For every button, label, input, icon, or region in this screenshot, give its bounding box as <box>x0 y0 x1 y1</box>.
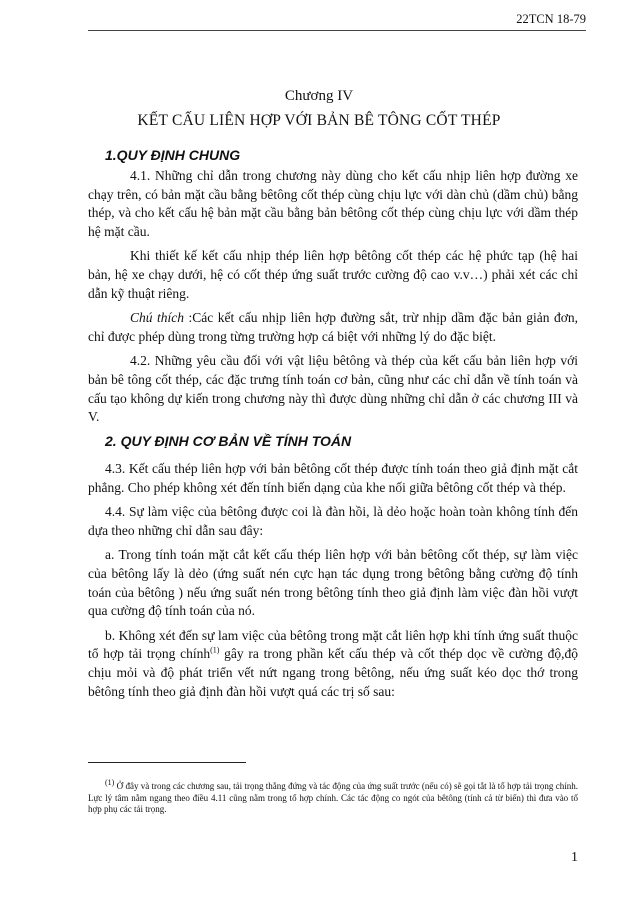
paragraph-4-1: 4.1. Những chỉ dẫn trong chương này dùng cho kết cấu nhịp liên hợp đường xe chạy trên, có bản mặt cầu bằng bêtông cốt thép cùng chịu lực với dàn chủ (dầm chủ) bằng thép, và cho kết cấu hệ bản mặt cầu bằng bản bêtông cốt thép cùng chịu lực với dầm thép hệ mặt cầu. <box>88 168 578 239</box>
footnote-mark: (1) <box>105 778 115 787</box>
paragraph-4-3: 4.3. Kết cấu thép liên hợp với bản bêtông cốt thép được tính toán theo giả định mặt cắt phẳng. Cho phép không xét đến tính biến dạng của khe nối giữa bêtông cốt thép và thép. <box>88 461 578 495</box>
note-text: :Các kết cấu nhịp liên hợp đường sắt, trừ nhịp dầm đặc bản giản đơn, chỉ được phép dùng trong từng trường hợp cá biệt với những lý do đặc biệt. <box>88 310 578 344</box>
standard-code: 22TCN 18-79 <box>516 12 586 26</box>
section-general-body <box>88 167 578 433</box>
note-paragraph <box>88 309 578 346</box>
chapter-label: Chương IV <box>284 88 354 104</box>
page-number: 1 <box>571 850 578 865</box>
footnote <box>88 778 578 816</box>
item-b-text-end: gây ra trong phần kết cấu thép và cốt thép dọc về cường độ,độ chịu mỏi và độ phát triển vết nứt ngang trong bêtông, nếu ứng suất kéo dọc thớ trong bêtông tính theo giả định đàn hồi vượt quá các trị số sau: <box>88 646 578 699</box>
footnote-divider <box>88 762 246 763</box>
paragraph-item-a: a. Trong tính toán mặt cắt kết cấu thép liên hợp với bản bêtông cốt thép, sự làm việc của bêtông lấy là dẻo (ứng suất nén cực hạn tác dụng trong bêtông bằng cường độ tính toán của bêtông ) nếu ứng suất nén trong bêtông tính theo giả định làm việc đàn hồi vượt qua cường độ tính toán của nó. <box>88 547 578 619</box>
section-heading-calculation: 2. QUY ĐỊNH CƠ BẢN VỀ TÍNH TOÁN <box>105 433 352 449</box>
page-header <box>88 10 586 31</box>
section-calculation-body <box>88 460 578 707</box>
footnote-reference[interactable]: (1) <box>210 645 220 655</box>
chapter-title: KẾT CẤU LIÊN HỢP VỚI BẢN BÊ TÔNG CỐT THÉP <box>137 112 501 129</box>
paragraph-item-b <box>88 627 578 701</box>
footnote-text: Ở đây và trong các chương sau, tải trọng thẳng đứng và tác động của ứng suất trước (nếu có) sẽ gọi tắt là tổ hợp tải trọng chính. Lực lý tâm nằm ngang theo điều 4.11 cũng nằm trong tổ hợp chính. Các tác động co ngót của bêtông (tính cả từ biến) thì đưa vào tổ hợp phụ các tải trọng. <box>88 781 578 814</box>
paragraph-complex-systems: Khi thiết kế kết cấu nhịp thép liên hợp bêtông cốt thép các hệ phức tạp (hệ hai bản, hệ xe chạy dưới, hệ có cốt thép ứng suất trước cường độ cao v.v…) phải xét các chỉ dẫn kỹ thuật riêng. <box>88 248 578 301</box>
paragraph-4-2: 4.2. Những yêu cầu đối với vật liệu bêtông và thép của kết cấu bản liên hợp với bản bê tông cốt thép, các đặc trưng tính toán cơ bản, cũng như các chỉ dẫn về tính toán và cấu tạo không dự kiến trong chương này thì được dùng những chỉ dẫn ở các chương III và V. <box>88 353 578 425</box>
paragraph-4-4: 4.4. Sự làm việc của bêtông được coi là đàn hồi, là dẻo hoặc hoàn toàn không tính đến dựa theo những chỉ dẫn sau đây: <box>88 504 578 538</box>
item-b-text-start: b. Không xét đến sự lam việc của bêtông trong mặt cắt liên hợp khi tính ứng suất thuộc tổ hợp tải trọng chính <box>88 627 578 662</box>
section-heading-general: 1.QUY ĐỊNH CHUNG <box>105 147 241 163</box>
note-label: Chú thích <box>130 310 185 326</box>
footnote-body <box>88 778 578 816</box>
